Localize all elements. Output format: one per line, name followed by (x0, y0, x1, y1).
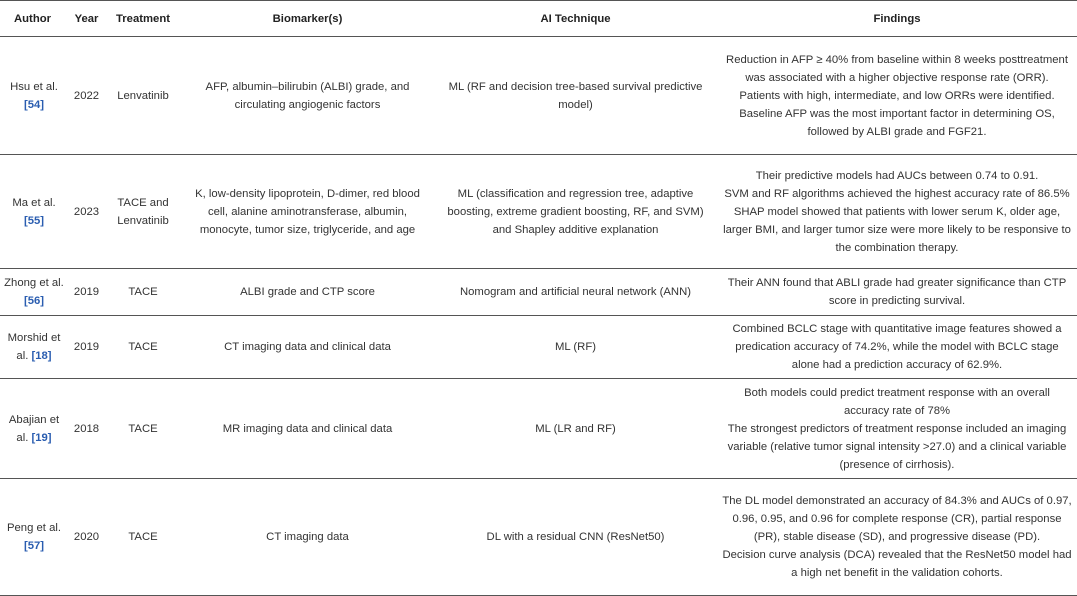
finding-text: Decision curve analysis (DCA) revealed that the ResNet50 model had a high net benefit in the validation cohorts. (722, 549, 1072, 579)
year-cell: 2018 (68, 379, 105, 479)
biomarkers-cell: CT imaging data (181, 479, 434, 596)
table-row (0, 269, 1077, 316)
finding-text: SHAP model showed that patients with lower serum K, older age, larger BMI, and larger tumor size were more likely to be responsive to the combination therapy. (723, 205, 1071, 254)
biomarkers-cell: ALBI grade and CTP score (181, 269, 434, 316)
reference-link[interactable]: [56] (23, 295, 45, 307)
table-row (0, 155, 1077, 269)
ai-technique-cell: ML (RF and decision tree-based survival predictive model) (434, 37, 717, 155)
header-treatment: Treatment (105, 1, 181, 37)
table-row (0, 316, 1077, 379)
reference-link[interactable]: [57] (23, 540, 45, 552)
biomarkers-cell: K, low-density lipoprotein, D-dimer, red blood cell, alanine aminotransferase, albumin, monocyte, tumor size, triglyceride, and age (181, 155, 434, 269)
finding-text: Combined BCLC stage with quantitative image features showed a predication accuracy of 74.2%, while the model with BCLC stage alone had a prediction accuracy of 62.9%. (732, 323, 1062, 371)
findings-cell (717, 316, 1077, 379)
finding-text: Both models could predict treatment response with an overall accuracy rate of 78% (744, 386, 1050, 417)
finding-text: SVM and RF algorithms achieved the highest accuracy rate of 86.5% (724, 187, 1070, 200)
table-row (0, 479, 1077, 596)
finding-text: Patients with high, intermediate, and low ORRs were identified. (739, 89, 1055, 102)
year-cell: 2019 (68, 316, 105, 379)
ai-technique-cell: Nomogram and artificial neural network (ANN) (434, 269, 717, 316)
finding-text: Their predictive models had AUCs between 0.74 to 0.91. (755, 169, 1039, 182)
reference-link[interactable]: [54] (23, 98, 45, 111)
header-ai-technique: AI Technique (434, 1, 717, 37)
header-year: Year (68, 1, 105, 37)
ai-technique-cell: ML (classification and regression tree, adaptive boosting, extreme gradient boosting, RF, and SVM) and Shapley additive explanation (434, 155, 717, 269)
ai-technique-cell: ML (RF) (434, 316, 717, 379)
findings-cell (717, 379, 1077, 479)
treatment-cell: TACE (105, 269, 181, 316)
author-name: Zhong et al. (4, 277, 64, 289)
biomarkers-cell: AFP, albumin–bilirubin (ALBI) grade, and circulating angiogenic factors (181, 37, 434, 155)
author-cell (0, 37, 68, 155)
author-name: Ma et al. (12, 196, 56, 209)
author-cell (0, 316, 68, 379)
year-cell: 2020 (68, 479, 105, 596)
header-biomarkers: Biomarker(s) (181, 1, 434, 37)
reference-link[interactable]: [55] (23, 214, 45, 227)
ai-technique-cell: ML (LR and RF) (434, 379, 717, 479)
author-cell (0, 155, 68, 269)
finding-text: Their ANN found that ABLI grade had greater significance than CTP score in predicting survival. (727, 277, 1067, 307)
reference-link[interactable]: [19] (31, 431, 52, 444)
biomarkers-cell: CT imaging data and clinical data (181, 316, 434, 379)
findings-cell (717, 479, 1077, 596)
treatment-cell: TACE (105, 479, 181, 596)
finding-text: The strongest predictors of treatment response included an imaging variable (relative tumor signal intensity >27.0) and a clinical variable (presence of cirrhosis). (727, 422, 1067, 471)
treatment-cell: TACE (105, 316, 181, 379)
table-body (0, 37, 1077, 596)
author-cell (0, 379, 68, 479)
author-name: Hsu et al. (10, 80, 58, 93)
findings-cell (717, 37, 1077, 155)
finding-text: Reduction in AFP ≥ 40% from baseline within 8 weeks posttreatment was associated with a higher objective response rate (ORR). (726, 53, 1068, 84)
author-cell (0, 269, 68, 316)
finding-text: The DL model demonstrated an accuracy of 84.3% and AUCs of 0.97, 0.96, 0.95, and 0.96 for complete response (CR), partial response (PR), stable disease (SD), and progressive disease (PD). (722, 495, 1072, 543)
header-findings: Findings (717, 1, 1077, 37)
year-cell: 2019 (68, 269, 105, 316)
author-cell (0, 479, 68, 596)
table-header (0, 1, 1077, 37)
treatment-cell: Lenvatinib (105, 37, 181, 155)
table-row (0, 37, 1077, 155)
author-name: Morshid et al. (7, 332, 61, 362)
year-cell: 2022 (68, 37, 105, 155)
ai-technique-cell: DL with a residual CNN (ResNet50) (434, 479, 717, 596)
findings-cell (717, 269, 1077, 316)
author-name: Abajian et al. (8, 413, 60, 444)
reference-link[interactable]: [18] (31, 350, 52, 362)
finding-text: Baseline AFP was the most important factor in determining OS, followed by ALBI grade and FGF21. (739, 107, 1055, 138)
treatment-cell: TACE (105, 379, 181, 479)
header-row (0, 1, 1077, 37)
year-cell: 2023 (68, 155, 105, 269)
findings-cell (717, 155, 1077, 269)
treatment-cell: TACE and Lenvatinib (105, 155, 181, 269)
table-row (0, 379, 1077, 479)
header-author: Author (0, 1, 68, 37)
author-name: Peng et al. (6, 522, 61, 534)
biomarkers-cell: MR imaging data and clinical data (181, 379, 434, 479)
